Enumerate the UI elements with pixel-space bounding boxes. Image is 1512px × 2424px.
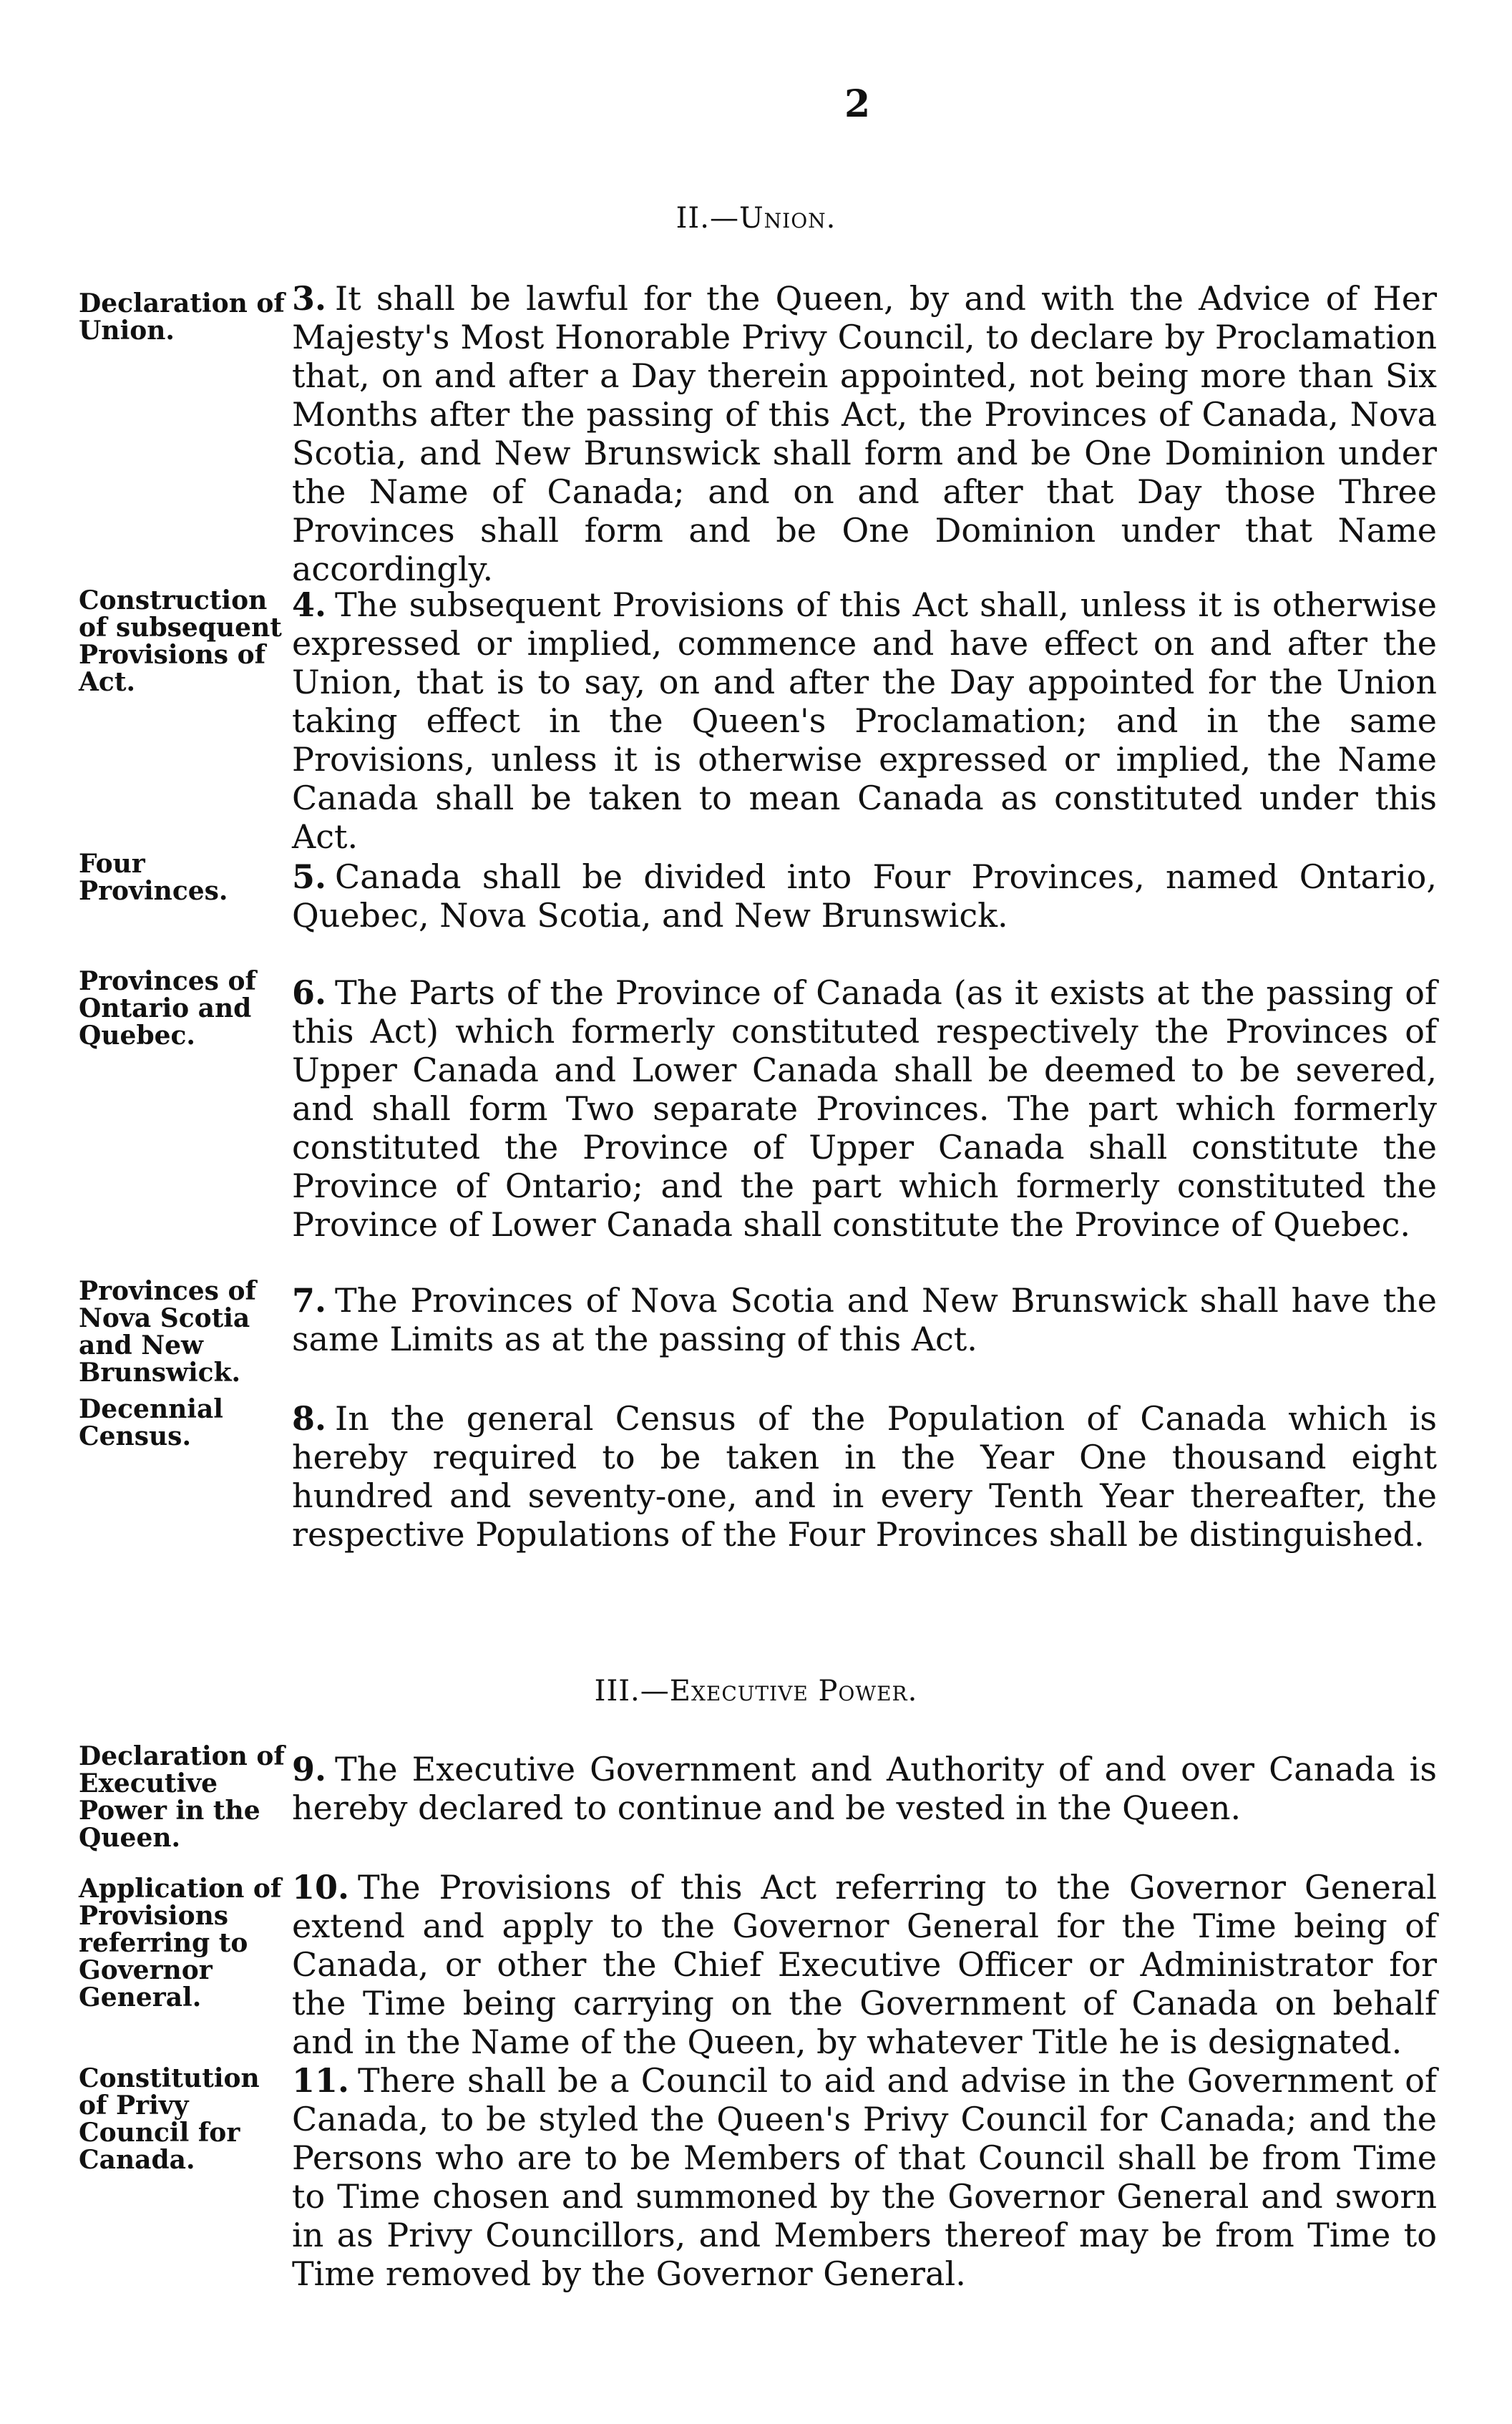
section-text: It shall be lawful for the Queen, by and with the Advice of Her Majesty's Most Honorable Privy Council, to declare by Proclamation that, on and after a Day therein appointed, not being more than Six Months after the passing of this Act, the Provinces of Canada, Nova Scotia, and New Brunswick shall form and be One Dominion under the Name of Canada; and on and after that Day those Three Provinces shall form and be One Dominion under that Name accordingly. [292, 279, 1437, 588]
margin-note-section-11: Constitution of Privy Council for Canada. [79, 2063, 260, 2175]
section-number: 9. [292, 1750, 327, 1788]
section-4 [292, 585, 1437, 856]
margin-note-section-7: Provinces of Nova Scotia and New Brunswick. [79, 1276, 256, 1388]
part-heading-title: Executive Power. [669, 1675, 918, 1708]
section-8 [292, 1399, 1437, 1554]
section-3 [292, 279, 1437, 588]
section-number: 6. [292, 973, 327, 1012]
section-11 [292, 2061, 1437, 2293]
section-number: 11. [292, 2061, 350, 2100]
section-number: 8. [292, 1399, 327, 1438]
section-number: 5. [292, 857, 327, 896]
section-5 [292, 857, 1437, 935]
part-heading-dash: — [640, 1675, 670, 1708]
margin-note-section-4: Construction of subsequent Provisions of Act. [79, 585, 282, 697]
margin-note-section-5: Four Provinces. [79, 849, 228, 906]
section-text: The Provisions of this Act referring to the Governor General extend and apply to the Governor General for the Time being of Canada, or other the Chief Executive Officer or Administrator for the Time being carrying on the Government of Canada on behalf and in the Name of the Queen, by whatever Title he is designated. [292, 1868, 1437, 2061]
margin-note-section-10: Application of Provisions referring to Governor General. [79, 1874, 282, 2012]
part-heading-roman: II. [675, 202, 710, 235]
section-text: The Provinces of Nova Scotia and New Brunswick shall have the same Limits as at the passing of this Act. [292, 1281, 1437, 1358]
margin-note-section-3: Declaration of Union. [79, 288, 285, 346]
section-number: 4. [292, 585, 327, 624]
margin-note-section-8: Decennial Census. [79, 1394, 223, 1451]
section-text: The Parts of the Province of Canada (as it exists at the passing of this Act) which formerly constituted respectively the Provinces of Upper Canada and Lower Canada shall be deemed to be severed, and shall form Two separate Provinces. The part which formerly constituted the Province of Upper Canada shall constitute the Province of Ontario; and the part which formerly constituted the Province of Lower Canada shall constitute the Province of Quebec. [292, 973, 1437, 1244]
part-heading-dash: — [709, 202, 739, 235]
section-7 [292, 1281, 1437, 1358]
section-number: 7. [292, 1281, 327, 1320]
section-10 [292, 1868, 1437, 2061]
section-text: Canada shall be divided into Four Provinces, named Ontario, Quebec, Nova Scotia, and New Brunswick. [292, 857, 1437, 935]
section-number: 3. [292, 279, 327, 318]
part-heading-roman: III. [594, 1675, 640, 1708]
margin-note-section-6: Provinces of Ontario and Quebec. [79, 966, 256, 1051]
part-heading-title: Union. [738, 202, 837, 235]
part-heading-union [0, 202, 1512, 235]
section-text: The Executive Government and Authority of and over Canada is hereby declared to continue and be vested in the Queen. [292, 1750, 1437, 1827]
section-6 [292, 973, 1437, 1244]
section-text: In the general Census of the Population of Canada which is hereby required to be taken in the Year One thousand eight hundred and seventy-one, and in every Tenth Year thereafter, the respective Populations of the Four Provinces shall be distinguished. [292, 1399, 1437, 1554]
margin-note-section-9: Declaration of Executive Power in the Queen. [79, 1741, 285, 1853]
section-number: 10. [292, 1868, 350, 1907]
page-number: 2 [844, 82, 871, 126]
section-9 [292, 1750, 1437, 1827]
section-text: The subsequent Provisions of this Act shall, unless it is otherwise expressed or implied, commence and have effect on and after the Union, that is to say, on and after the Day appointed for the Union taking effect in the Queen's Proclamation; and in the same Provisions, unless it is otherwise expressed or implied, the Name Canada shall be taken to mean Canada as constituted under this Act. [292, 585, 1437, 856]
part-heading-executive-power [0, 1675, 1512, 1708]
section-text: There shall be a Council to aid and advise in the Government of Canada, to be styled the Queen's Privy Council for Canada; and the Persons who are to be Members of that Council shall be from Time to Time chosen and summoned by the Governor General and sworn in as Privy Councillors, and Members thereof may be from Time to Time removed by the Governor General. [292, 2061, 1437, 2293]
